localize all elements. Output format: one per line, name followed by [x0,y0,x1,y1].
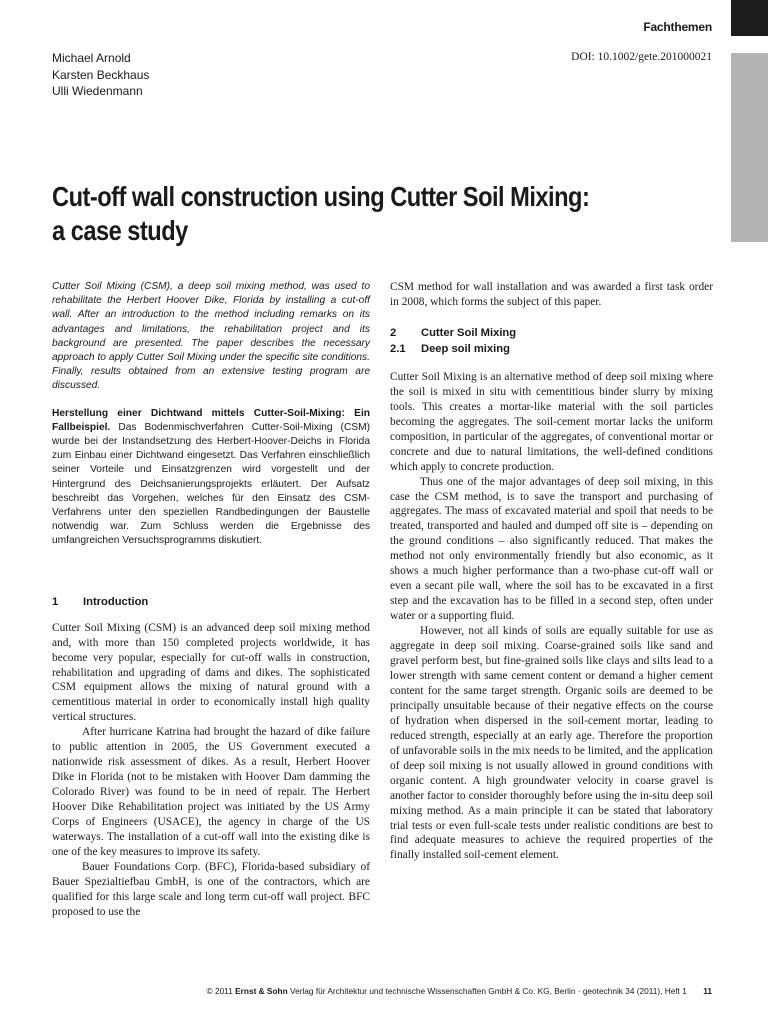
section-number: 2.1 [390,342,406,355]
section-title: Introduction [83,595,149,608]
section-number: 2 [390,326,397,339]
section-number: 1 [52,595,59,608]
footer-publication-info: Verlag für Architektur und technische Wissenschaften GmbH & Co. KG, Berlin · geotechnik 34 (2011), Heft 1 [290,986,687,996]
author-name: Michael Arnold [52,51,131,65]
body-paragraph: Bauer Foundations Corp. (BFC), Florida-based subsidiary of Bauer Spezialtiefbau GmbH, is one of the contractors, which are qualified for this large scale and long term cut-off wall project. BFC proposed to use the [52,860,370,918]
right-column [390,280,713,863]
body-paragraph: CSM method for wall installation and was awarded a first task order in 2008, which forms the subject of this paper. [390,281,713,308]
article-title-line: a case study [52,215,188,246]
section-tab-strip [731,53,768,242]
body-paragraph: Thus one of the major advantages of deep soil mixing, in this case the CSM method, is to save the transport and purchasing of aggregates. The mass of excavated material and spoil that needs to be treated, transported and hauled and dumped off site is – depending on the ground conditions – also significantly reduced. That makes the method not only environmentally friendly but also economic, as it shows a much higher performance than a two-phase cut-off wall or even a secant pile wall, where the soil has to be excavated in a first step and the excavation has to be filled in a second step, often under water or a supporting fluid. [390,475,713,623]
article-title [52,180,602,248]
section-title: Deep soil mixing [421,342,510,355]
left-column [52,280,370,920]
author-list [52,50,149,100]
page-number: 11 [703,986,712,996]
doi-link[interactable]: DOI: 10.1002/gete.201000021 [571,51,712,63]
author-name: Ulli Wiedenmann [52,84,143,98]
section-tab-marker [731,0,768,36]
body-paragraph: Cutter Soil Mixing is an alternative method of deep soil mixing where the soil is mixed in situ with cementitious binder slurry by mixing tools. This creates a mortar-like material with the soil particles becoming the aggregates. The soil-cement mortar lacks the uniform composition, in particular of the aggregates, of conventional mortar or concrete and due to natural limitations, the well-defined conditions which apply to concrete production. [390,370,713,473]
page-footer [0,986,712,996]
article-title-line: Cut-off wall construction using Cutter Soil Mixing: [52,181,590,212]
section-heading-cutter-soil-mixing [390,326,713,340]
body-paragraph: However, not all kinds of soils are equally suitable for use as aggregate in deep soil mixing. Coarse-grained soils like sand and gravel perform best, but fine-grained soils like clays and silts lead to a lower strength with same cement content or demand a higher cement content for the same target strength. Organic soils are deemed to be principally unsuitable because of their negative effects on the course of hydration when dispersed in the soil-cement mortar, leading to reduced strength, especially at an early age. Therefore the proportion of unfavorable soils in the mix needs to be limited, and the application of deep soil mixing is not usually allowed in ground conditions with organic content. A high groundwater velocity in coarse gravel is another factor to consider thoroughly before using the in-situ deep soil mixing method. As a main principle it can be stated that laboratory trial tests or even full-scale tests under realistic conditions are best to find adequate measures to achieve the required properties of the finally installed soil-cement element. [390,625,713,862]
abstract-german-text: Das Bodenmischverfahren Cutter-Soil-Mixing (CSM) wurde bei der Instandsetzung des Herbert-Hoover-Deichs in Florida zum Einbau einer Dichtwand eingesetzt. Das Verfahren einschließlich seiner Vorteile und Einsatzgrenzen wird vorgestellt und der Hintergrund des Deichsanierungsprojekts erläutert. Der Aufsatz beschreibt das Vorgehen, welches für den Einsatz des CSM-Verfahrens unter den speziellen Randbedingungen der Baustelle notwendig war. Zum Schluss werden die Ergebnisse des umfangreichen Versuchsprogramms diskutiert. [52,421,370,547]
section-heading-introduction [52,595,370,609]
section-label: Fachthemen [643,20,712,34]
footer-publisher: Ernst & Sohn [235,986,288,996]
body-paragraph: Cutter Soil Mixing (CSM) is an advanced deep soil mixing method and, with more than 150 completed projects worldwide, it has become very popular, especially for cut-off walls in construction, rehabilitation and upgrading of dams and dikes. The sophisticated CSM equipment allows the mixing of natural ground with a cementitious material in order to economically install high quality vertical structures. [52,621,370,724]
footer-copyright: © 2011 [206,986,233,996]
section-heading-group [390,326,713,356]
subsection-heading-deep-soil-mixing [390,342,713,356]
author-name: Karsten Beckhaus [52,67,150,82]
section-title: Cutter Soil Mixing [421,326,517,339]
abstract-german-title: Herstellung einer Dichtwand mittels Cutter-Soil-Mixing: Ein Fallbeispiel. [52,407,370,433]
abstract-english: Cutter Soil Mixing (CSM), a deep soil mixing method, was used to rehabilitate the Herbert Hoover Dike, Florida by installing a cut-off wall. After an introduction to the method including remarks on its advantages and limitations, the rehabilitation project and its background are presented. The paper describes the necessary approach to apply Cutter Soil Mixing under the specific site conditions. Finally, results obtained from an extensive testing program are discussed. [52,281,370,392]
abstract-german [52,407,370,549]
body-paragraph: After hurricane Katrina had brought the hazard of dike failure to public attention in 2005, the US Government executed a nationwide risk assessment of dikes. As a result, Herbert Hoover Dike in Florida (not to be mistaken with Hoover Dam damming the Colorado River) was found to be in need of repair. The Herbert Hoover Dike Rehabilitation project was initiated by the US Army Corps of Engineers (USACE), the agency in charge of the US waterways. The installation of a cut-off wall into the existing dike is one of the key measures to improve its safety. [52,726,370,858]
